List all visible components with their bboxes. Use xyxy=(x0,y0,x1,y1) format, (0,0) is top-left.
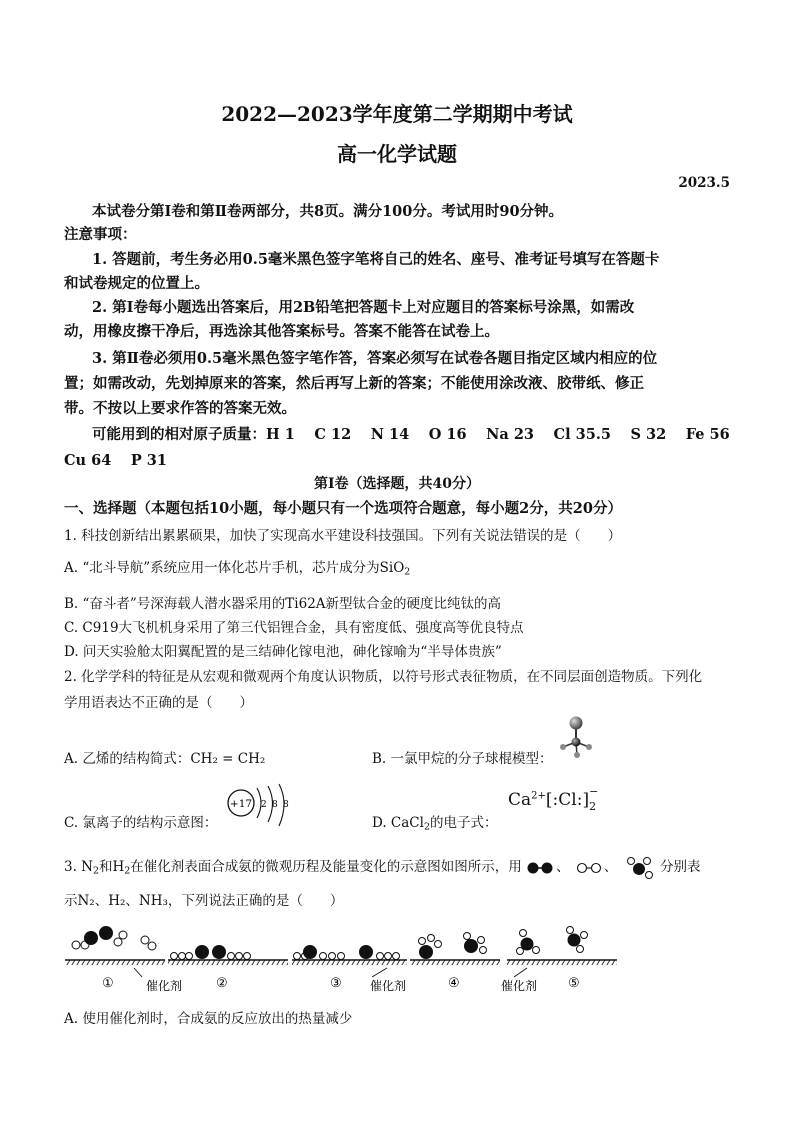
q2-option-d-label xyxy=(372,811,497,832)
intro-text: 本试卷分第Ⅰ卷和第Ⅱ卷两部分，共8页。满分100分。考试用时90分钟。 xyxy=(92,203,564,220)
step-3-number: ③ xyxy=(330,976,342,991)
atomic-masses-values: H 1 C 12 N 14 O 16 Na 23 Cl 35.5 S 32 Fe 56 xyxy=(266,426,730,443)
cacl2-electron-formula xyxy=(508,785,599,813)
q2-option-a-label: A. 乙烯的结构简式： xyxy=(64,751,191,767)
q2-option-a xyxy=(64,747,265,767)
h2-molecule-icon xyxy=(574,860,604,876)
q1-option-c: C. C919大飞机机身采用了第三代铝锂合金，具有密度低、强度高等优良特点 xyxy=(64,620,524,636)
ca-symbol: Ca xyxy=(508,790,532,810)
q1-option-a-text: A. “北斗导航”系统应用一体化芯片手机，芯片成分为SiO xyxy=(64,560,405,576)
ca-charge: 2+ xyxy=(531,790,546,802)
notice-item-1-line1: 1. 答题前，考生务必用0.5毫米黑色签字笔将自己的姓名、座号、准考证号填写在答题卡 xyxy=(92,251,660,268)
shell-1-electrons: 2 xyxy=(261,800,267,810)
catalyst-label-1: 催化剂 xyxy=(146,979,183,993)
q3-stem-part-c: 在催化剂表面合成氨的微观历程及能量变化的示意图如图所示，用 xyxy=(130,859,522,875)
q3-stem-line2: 示N₂、H₂、NH₃，下列说法正确的是（ ） xyxy=(64,893,344,909)
cl-charge: − xyxy=(589,785,599,798)
atomic-masses-line2: Cu 64 P 31 xyxy=(64,452,167,469)
nh3-molecule-icon xyxy=(622,856,656,880)
stage-1-molecules xyxy=(72,926,156,950)
q1-option-a xyxy=(64,556,410,577)
exam-subtitle: 高一化学试题 xyxy=(337,142,457,166)
cl-bracket: [:Cl:] xyxy=(545,790,590,810)
part1-title: 第Ⅰ卷（选择题，共40分） xyxy=(313,476,481,492)
catalyst-label-3: 催化剂 xyxy=(501,979,538,993)
stage-4-molecules xyxy=(419,933,487,960)
q3-h2-sub: 2 xyxy=(124,865,131,877)
ammonia-synthesis-diagram xyxy=(60,920,732,1002)
shell-2-electrons: 8 xyxy=(272,800,278,810)
q1-option-d: D. 问天实验舱太阳翼配置的是三结砷化镓电池，砷化镓喻为“半导体贵族” xyxy=(64,644,502,660)
exam-title: 2022—2023学年度第二学期期中考试 xyxy=(221,102,573,126)
notice-item-2-line2: 动，用橡皮擦干净后，再选涂其他答案标号。答案不能答在试卷上。 xyxy=(64,323,499,340)
notice-item-3-line2: 置；如需改动，先划掉原来的答案，然后再写上新的答案；不能使用涂改液、胶带纸、修正 xyxy=(64,375,644,392)
stage-2-molecules xyxy=(171,945,251,960)
q1-option-a-sub: 2 xyxy=(404,566,411,578)
stage-5-molecules xyxy=(517,927,588,955)
chloromethane-ball-stick-model xyxy=(553,714,607,762)
section-title: 一、选择题（本题包括10小题，每小题只有一个选项符合题意，每小题2分，共20分） xyxy=(64,500,622,517)
q3-stem-part-b: 和H xyxy=(99,859,125,875)
q3-sep-1: 、 xyxy=(556,859,570,875)
q2-option-d-label-end: 的电子式： xyxy=(429,815,498,831)
q2-option-b-label: B. 一氯甲烷的分子球棍模型： xyxy=(372,751,553,767)
shell-3-electrons: 8 xyxy=(283,800,289,810)
exam-date: 2023.5 xyxy=(678,175,730,191)
catalyst-label-2: 催化剂 xyxy=(370,979,407,993)
notice-item-3-line3: 带。不按以上要求作答的答案无效。 xyxy=(64,400,296,417)
atomic-masses-label: 可能用到的相对原子质量： xyxy=(92,426,266,443)
q2-option-d-label-sub: 2 xyxy=(423,821,430,833)
step-2-number: ② xyxy=(216,976,228,991)
q1-option-b: B. “奋斗者”号深海载人潜水器采用的Ti62A新型钛合金的硬度比纯钛的高 xyxy=(64,596,502,612)
step-1-number: ① xyxy=(102,976,114,991)
stage-3-molecules xyxy=(294,945,400,960)
notice-item-1-line2: 和试卷规定的位置上。 xyxy=(64,275,209,292)
q3-option-a: A. 使用催化剂时，合成氨的反应放出的热量减少 xyxy=(64,1011,353,1027)
q3-stem-line1 xyxy=(64,855,700,880)
q3-sep-2: 、 xyxy=(603,859,618,875)
q2-option-c-label: C. 氯离子的结构示意图： xyxy=(64,815,218,831)
q3-n2-sub: 2 xyxy=(92,865,99,877)
notice-item-2-line1: 2. 第Ⅰ卷每小题选出答案后，用2B铅笔把答题卡上对应题目的答案标号涂黑，如需改 xyxy=(92,299,635,316)
chloride-ion-structure-diagram xyxy=(224,782,298,832)
q2-option-a-formula: CH₂ = CH₂ xyxy=(190,751,266,767)
q3-stem-part-a: 3. N xyxy=(64,859,93,875)
step-4-number: ④ xyxy=(448,976,460,991)
step-5-number: ⑤ xyxy=(568,976,580,991)
n2-molecule-icon xyxy=(526,860,556,876)
notice-heading: 注意事项： xyxy=(64,226,137,243)
nucleus-charge: +17 xyxy=(229,798,253,810)
q3-stem-part-d: 分别表 xyxy=(659,859,701,875)
q1-stem: 1. 科技创新结出累累硕果，加快了实现高水平建设科技强国。下列有关说法错误的是（ ） xyxy=(64,528,622,544)
notice-item-3-line1: 3. 第Ⅱ卷必须用0.5毫米黑色签字笔作答，答案必须写在试卷各题目指定区域内相应的位 xyxy=(92,350,658,367)
q2-option-d-label-text: D. CaCl xyxy=(372,815,424,831)
q2-stem-line1: 2. 化学学科的特征是从宏观和微观两个角度认识物质，以符号形式表征物质，在不同层面创造物质。下列化 xyxy=(64,669,703,685)
q2-stem-line2: 学用语表达不正确的是（ ） xyxy=(64,695,253,711)
catalyst-surfaces xyxy=(65,960,617,965)
cl-count: 2 xyxy=(589,800,597,813)
atomic-masses-line1 xyxy=(92,423,730,444)
